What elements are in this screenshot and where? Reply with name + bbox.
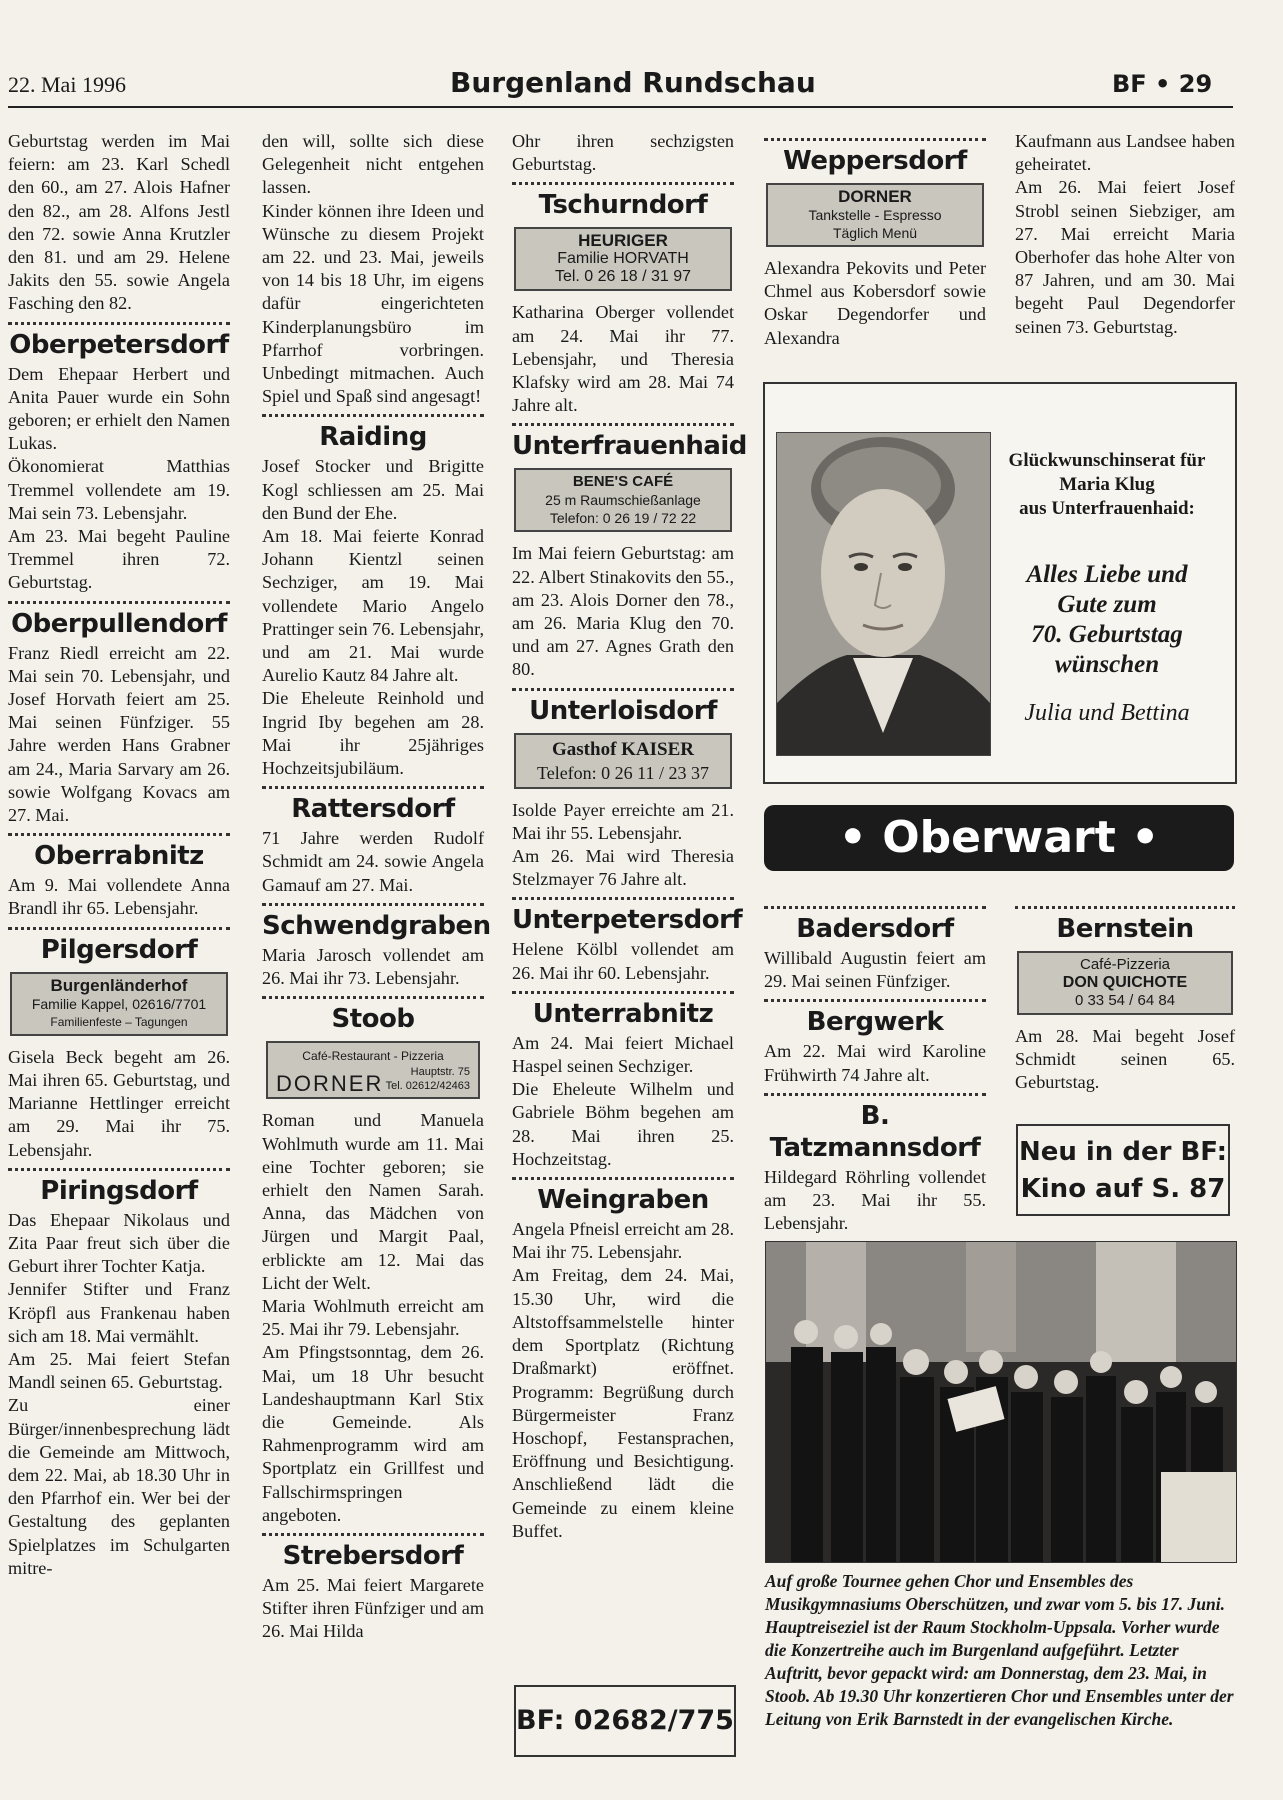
- greeting-wish-line: Gute zum: [1057, 591, 1157, 618]
- article-text: Dem Ehepaar Herbert und Anita Pauer wurde ein Sohn geboren; er erhielt den Namen Lukas.: [8, 363, 230, 454]
- ad-phone: Telefon: 0 26 19 / 72 22: [549, 510, 697, 527]
- article-text: Am Freitag, dem 24. Mai, 15.30 Uhr, wird die Altstoffsammelstelle hinter dem Sportplatz (Richtung Draßmarkt) eröffnet. Programm: Begrüßung durch Bürgermeister Franz Hoschopf, Festansprachen, Eröffnung und Besichtigung. Anschließend lädt die Gemeinde zu einem kleine Buffet.: [512, 1265, 734, 1541]
- dotted-divider: [8, 1168, 230, 1171]
- article-text: Die Eheleute Wilhelm und Gabriele Böhm begehen am 28. Mai ihren 25. Hochzeitstag.: [512, 1079, 734, 1169]
- portrait-photo-image: [777, 433, 990, 755]
- town-heading: Bernstein: [1056, 914, 1194, 944]
- article-text: Hildegard Röhrling vollendet am 23. Mai ihr 55. Lebensjahr.: [764, 1166, 986, 1234]
- column-4-oberwart: [764, 900, 986, 1235]
- ad-line: Café-Pizzeria: [1079, 956, 1171, 973]
- town-heading: Oberpetersdorf: [9, 329, 229, 360]
- page-number: BF • 29: [1112, 70, 1213, 98]
- ad-address: Hauptstr. 75: [410, 1066, 470, 1079]
- ad-line: Café-Restaurant - Pizzeria: [302, 1049, 444, 1064]
- region-banner-oberwart: • Oberwart •: [764, 805, 1234, 871]
- article-text: Am 25. Mai feiert Margarete Stifter ihren Fünfziger und am 26. Mai Hilda: [262, 1574, 484, 1642]
- greeting-wish-line: Alles Liebe und: [1026, 561, 1188, 588]
- town-heading: Tschurndorf: [538, 190, 708, 221]
- article-text: Am 26. Mai feiert Josef Strobl seinen Siebziger, am 27. Mai erreicht Maria Oberhofer das hohe Alter von 87 Jahren, und am 30. Mai begeht Paul Degendorfer seinen 73. Geburtstag.: [1015, 177, 1235, 337]
- dotted-divider: [512, 423, 734, 426]
- town-heading: Unterpetersdorf: [512, 905, 743, 936]
- town-heading: Bergwerk: [806, 1007, 944, 1038]
- ad-name: Burgenländerhof: [50, 975, 188, 995]
- dotted-divider: [512, 182, 734, 185]
- greeting-title-line: Glückwunschinserat für: [1008, 450, 1206, 471]
- article-text: Josef Stocker und Brigitte Kogl schliessen am 25. Mai den Bund der Ehe.: [262, 456, 484, 523]
- article-text: Am 18. Mai feierte Konrad Johann Kientzl seinen Sechziger, am 19. Mai vollendete Mario Angelo Prattinger sein 76. Lebensjahr, und am 21. Mai wurde Aurelio Kautz 84 Jahre alt.: [262, 526, 485, 686]
- article-text: Am 9. Mai vollendete Anna Brandl ihr 65. Lebensjahr.: [8, 875, 230, 919]
- dotted-divider: [262, 1533, 484, 1536]
- column-5: [1015, 130, 1235, 339]
- town-heading: Weppersdorf: [783, 146, 967, 176]
- article-text: Zu einer Bürger/innenbesprechung lädt die Gemeinde am Mittwoch, dem 22. Mai, ab 18.30 Uhr in den Pfarrhof ein. Wer bei der Gestaltung des geplanten Spielplatzes im Schulgarten mitre-: [8, 1395, 230, 1578]
- article-text: Am Pfingstsonntag, dem 26. Mai, um 18 Uhr besucht Landeshauptmann Karl Stix die Gemeinde. Als Rahmenprogramm wird am Sportplatz ein Grillfest und Fallschirmspringen angeboten.: [262, 1342, 484, 1525]
- greeting-title-line: Maria Klug: [1059, 474, 1155, 495]
- article-text: Ökonomierat Matthias Tremmel vollendete am 19. Mai sein 73. Lebensjahr.: [8, 456, 230, 523]
- town-heading: Unterrabnitz: [532, 998, 714, 1029]
- dotted-divider: [262, 786, 484, 789]
- ad-line: Tankstelle - Espresso: [808, 207, 942, 223]
- dotted-divider: [8, 601, 230, 604]
- dotted-divider: [764, 999, 986, 1002]
- article-text: Am 28. Mai begeht Josef Schmidt seinen 65. Geburtstag.: [1015, 1026, 1235, 1093]
- greeting-wish: [992, 560, 1222, 680]
- town-heading: Unterloisdorf: [529, 695, 717, 726]
- ad-phone: Tel. 0 26 18 / 31 97: [554, 268, 692, 286]
- ad-name: DORNER: [276, 1071, 384, 1097]
- issue-date: 22. Mai 1996: [8, 72, 126, 97]
- dotted-divider: [8, 833, 230, 836]
- dotted-divider: [262, 996, 484, 999]
- ad-name: DORNER: [838, 187, 912, 206]
- article-text: Am 24. Mai feiert Michael Haspel seinen Sechziger.: [512, 1032, 734, 1077]
- town-heading: Weingraben: [537, 1185, 709, 1216]
- article-text: Im Mai feiern Geburtstag: am 22. Albert Stinakovits den 55., am 23. Alois Dorner den 78., am 26. Maria Klug den 70. und am 27. Agnes Grath den 80.: [512, 543, 734, 680]
- article-text: Maria Jarosch vollendet am 26. Mai ihr 73. Lebensjahr.: [262, 944, 484, 989]
- ad-line: 25 m Raumschießanlage: [545, 492, 701, 509]
- advertisement-don-quichote: [1017, 951, 1233, 1015]
- advertisement-heuriger: [514, 227, 732, 291]
- column-1: [8, 130, 230, 1580]
- dotted-divider: [512, 688, 734, 691]
- greeting-wish-line: 70. Geburtstag: [1031, 621, 1183, 648]
- dotted-divider: [764, 1093, 986, 1096]
- article-text: Kaufmann aus Landsee haben geheiratet.: [1015, 131, 1235, 175]
- ad-phone: Telefon: 0 26 11 / 23 37: [536, 762, 710, 783]
- greeting-signature: Julia und Bettina: [1024, 700, 1190, 726]
- dotted-divider: [262, 903, 484, 906]
- town-heading: Unterfrauenhaid: [512, 431, 747, 462]
- newspaper-title: Burgenland Rundschau: [450, 66, 816, 99]
- article-text: Das Ehepaar Nikolaus und Zita Paar freut sich über die Geburt ihrer Tochter Katja.: [8, 1209, 230, 1277]
- article-text: Helene Kölbl vollendet am 26. Mai ihr 60. Lebensjahr.: [512, 939, 734, 983]
- article-text: 71 Jahre werden Rudolf Schmidt am 24. sowie Angela Gamauf am 27. Mai.: [262, 828, 484, 895]
- choir-photo: [765, 1241, 1237, 1563]
- article-text: Katharina Oberger vollendet am 24. Mai ihr 77. Lebensjahr, und Theresia Klafsky wird am 28. Mai 74 Jahre alt.: [512, 302, 734, 416]
- advertisement-dorner-tankstelle: [766, 183, 984, 247]
- article-text: Gisela Beck begeht am 26. Mai ihren 65. Geburtstag, und Marianne Hettlinger erreicht am 29. Mai ihr 75. Lebensjahr.: [8, 1046, 230, 1160]
- town-heading: Pilgersdorf: [40, 934, 198, 965]
- dotted-divider: [512, 897, 734, 900]
- article-text: Roman und Manuela Wohlmuth wurde am 11. Mai eine Tochter geboren; sie erhielt den Namen Sarah. Anna, das Mädchen von Jürgen und Margit Paal, erblickte am 12. Mai das Licht der Welt.: [262, 1110, 484, 1293]
- article-text: Kinder können ihre Ideen und Wünsche zu diesem Projekt am 22. und 23. Mai, jeweils von 14 bis 18 Uhr, im eigens dafür eingerichteten Kinderplanungsbüro im Pfarrhof vorbringen. Unbedingt mitmachen. Auch Spiel und Spaß sind angesagt!: [262, 200, 484, 407]
- article-text: Willibald Augustin feiert am 29. Mai seinen Fünfziger.: [764, 948, 986, 992]
- dotted-divider: [1015, 906, 1235, 909]
- column-4: [764, 130, 986, 350]
- advertisement-gasthof-kaiser: [514, 733, 732, 789]
- article-text: Alexandra Pekovits und Peter Chmel aus Kobersdorf sowie Oskar Degendorfer und Alexandra: [764, 258, 986, 348]
- ad-name: DON QUICHOTE: [1062, 974, 1188, 991]
- town-heading: Schwendgraben: [262, 910, 491, 941]
- greeting-wish-line: wünschen: [1054, 651, 1160, 678]
- dotted-divider: [8, 927, 230, 930]
- town-heading: Stoob: [331, 1004, 415, 1035]
- article-text: Am 25. Mai feiert Stefan Mandl seinen 65. Geburtstag.: [8, 1348, 230, 1393]
- photo-caption: Auf große Tournee gehen Chor und Ensembles des Musikgymnasiums Oberschützen, und zwar vom 5. bis 17. Juni. Hauptreiseziel ist der Raum Stockholm-Uppsala. Vorher wurde die Konzertreihe auch im Burgenland aufgeführt. Letzter Auftritt, bevor gepackt wird: am Donnerstag, dem 23. Mai, in Stoob. Ab 19.30 Uhr konzertieren Chor und Ensembles unter der Leitung von Erik Barnstedt in der evangelischen Kirche.: [765, 1571, 1234, 1729]
- town-heading: Badersdorf: [796, 914, 954, 944]
- ad-name: HEURIGER: [578, 231, 668, 251]
- greeting-title-line: aus Unterfrauenhaid:: [1019, 498, 1195, 519]
- ad-line: Täglich Menü: [832, 225, 918, 241]
- town-heading: Raiding: [319, 422, 427, 453]
- advertisement-burgenlaenderhof: [10, 972, 228, 1036]
- greeting-title: [992, 449, 1222, 521]
- town-heading: Oberrabnitz: [34, 841, 204, 872]
- advertisement-dorner-stoob: [266, 1041, 480, 1099]
- town-heading: Oberpullendorf: [11, 608, 227, 639]
- dotted-divider: [764, 906, 986, 909]
- ad-phone: Tel. 02612/42463: [385, 1080, 470, 1093]
- header-rule: [8, 106, 1233, 108]
- article-text: Geburtstag werden im Mai feiern: am 23. Karl Schedl den 60., am 27. Alois Hafner den 82., am 28. Alfons Jestl den 72. sowie Anna Krutzler den 81. und am 29. Helene Jakits den 55. sowie Angela Fasching den 82.: [8, 131, 230, 314]
- article-text: Ohr ihren sechzigsten Geburtstag.: [512, 131, 734, 175]
- column-5-oberwart: [1015, 900, 1235, 1095]
- town-heading: Strebersdorf: [282, 1540, 464, 1571]
- portrait-photo: [776, 432, 991, 756]
- column-3: [512, 130, 747, 1543]
- article-text: Am 23. Mai begeht Pauline Tremmel ihren 72. Geburtstag.: [8, 526, 230, 593]
- article-text: Maria Wohlmuth erreicht am 25. Mai ihr 79. Lebensjahr.: [262, 1295, 484, 1340]
- dotted-divider: [512, 1177, 734, 1180]
- ad-name: Gasthof KAISER: [552, 738, 694, 760]
- ad-phone: 0 33 54 / 64 84: [1074, 992, 1176, 1009]
- dotted-divider: [262, 414, 484, 417]
- article-text: Jennifer Stifter und Franz Kröpfl aus Frankenau haben sich am 18. Mai vermählt.: [8, 1279, 230, 1346]
- ad-line: Familie Kappel, 02616/7701: [31, 995, 207, 1012]
- choir-photo-image: [766, 1242, 1236, 1562]
- bf-phone-box: BF: 02682/775: [514, 1685, 736, 1757]
- article-text: Isolde Payer erreichte am 21. Mai ihr 55. Lebensjahr.: [512, 799, 734, 843]
- kino-line: Neu in der BF:: [1018, 1137, 1228, 1167]
- article-text: Angela Pfneisl erreicht am 28. Mai ihr 75. Lebensjahr.: [512, 1219, 734, 1263]
- article-text: Am 22. Mai wird Karoline Frühwirth 74 Jahre alt.: [764, 1041, 986, 1085]
- advertisement-benes-cafe: [514, 468, 732, 532]
- ad-line: Familienfeste – Tagungen: [50, 1014, 188, 1029]
- article-text: Am 26. Mai wird Theresia Stelzmayer 76 Jahre alt.: [512, 846, 734, 890]
- kino-line: Kino auf S. 87: [1020, 1174, 1226, 1204]
- dotted-divider: [8, 322, 230, 325]
- dotted-divider: [764, 138, 986, 141]
- column-2: [262, 130, 491, 1644]
- article-text: Franz Riedl erreicht am 22. Mai sein 70. Lebensjahr, und Josef Horvath feiert am 25. Mai seinen Fünfziger. 55 Jahre werden Hans Grabner am 24., Maria Sarvary am 26. sowie Wolfgang Kovacs am 27. Mai.: [8, 642, 230, 826]
- ad-name: BENE'S CAFÉ: [572, 473, 674, 491]
- article-text: Die Eheleute Reinhold und Ingrid Iby begehen am 28. Mai ihr 25jähriges Hochzeitsjubiläum.: [262, 688, 484, 779]
- town-heading: Rattersdorf: [291, 794, 455, 825]
- dotted-divider: [512, 991, 734, 994]
- town-heading: B. Tatzmannsdorf: [769, 1100, 981, 1163]
- town-heading: Piringsdorf: [40, 1175, 198, 1206]
- article-text: den will, sollte sich diese Gelegenheit nicht entgehen lassen.: [262, 131, 484, 198]
- ad-line: Familie HORVATH: [557, 250, 689, 268]
- kino-notice-box: [1016, 1124, 1230, 1216]
